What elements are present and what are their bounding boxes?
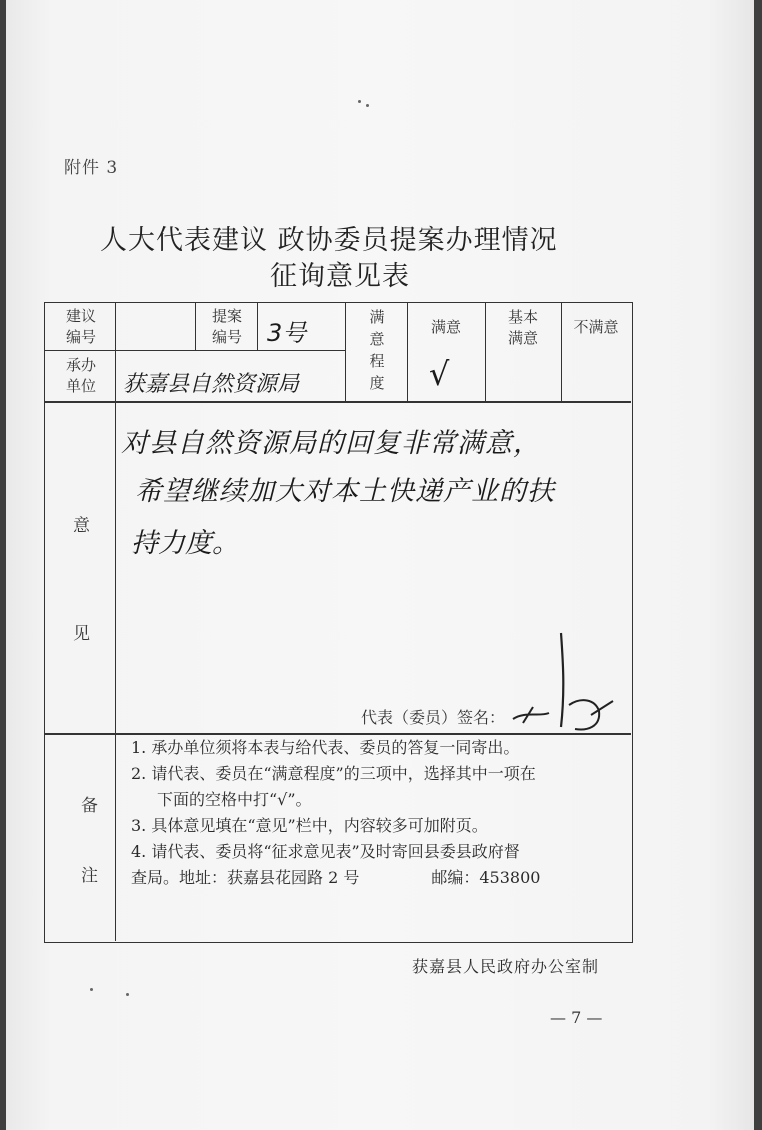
handwritten-signature <box>505 631 625 741</box>
remark-item: 1. 承办单位须将本表与给代表、委员的答复一同寄出。 <box>131 738 520 757</box>
handling-unit-label: 承办 单位 <box>65 356 96 395</box>
title-line-2: 征询意见表 <box>270 261 410 292</box>
proposal-number-value: 3号 <box>267 319 307 347</box>
issuer-footer: 获嘉县人民政府办公室制 <box>412 957 600 976</box>
remark-zip: 邮编：453800 <box>431 868 541 887</box>
proposal-number-label: 提案 编号 <box>211 307 242 346</box>
remark-item: 3. 具体意见填在“意见”栏中，内容较多可加附页。 <box>131 816 488 835</box>
remarks-label-2: 注 <box>81 866 98 886</box>
opinion-text-line-3: 持力度。 <box>131 528 239 559</box>
suggestion-number-label: 建议 编号 <box>65 307 96 346</box>
remark-item: 下面的空格中打“√”。 <box>157 790 312 809</box>
feedback-form-table <box>44 302 633 943</box>
option-satisfied: 满意 <box>430 318 461 336</box>
option-unsatisfied: 不满意 <box>573 318 619 336</box>
opinion-label-2: 见 <box>73 624 90 644</box>
opinion-label-1: 意 <box>73 516 90 536</box>
option-basically-satisfied: 基本 满意 <box>507 308 538 347</box>
opinion-text-line-1: 对县自然资源局的回复非常满意， <box>121 428 541 459</box>
handling-unit-value: 获嘉县自然资源局 <box>123 372 300 397</box>
attachment-label: 附件 3 <box>64 158 119 178</box>
check-mark: √ <box>429 355 450 393</box>
opinion-text-line-2: 希望继续加大对本土快递产业的扶 <box>135 476 555 507</box>
page-number: — 7 — <box>550 1008 603 1027</box>
remark-item: 2. 请代表、委员在“满意程度”的三项中，选择其中一项在 <box>131 764 536 783</box>
signature-label: 代表（委员）签名： <box>361 708 506 727</box>
title-line-1: 人大代表建议 政协委员提案办理情况 <box>100 225 558 256</box>
satisfaction-degree-label: 满 意 程 度 <box>369 308 385 392</box>
remarks-list <box>131 735 631 891</box>
remark-item: 4. 请代表、委员将“征求意见表”及时寄回县委县政府督 <box>131 842 520 861</box>
remark-address: 查局。地址：获嘉县花园路 2 号 <box>131 868 360 887</box>
remarks-label-1: 备 <box>81 796 98 816</box>
